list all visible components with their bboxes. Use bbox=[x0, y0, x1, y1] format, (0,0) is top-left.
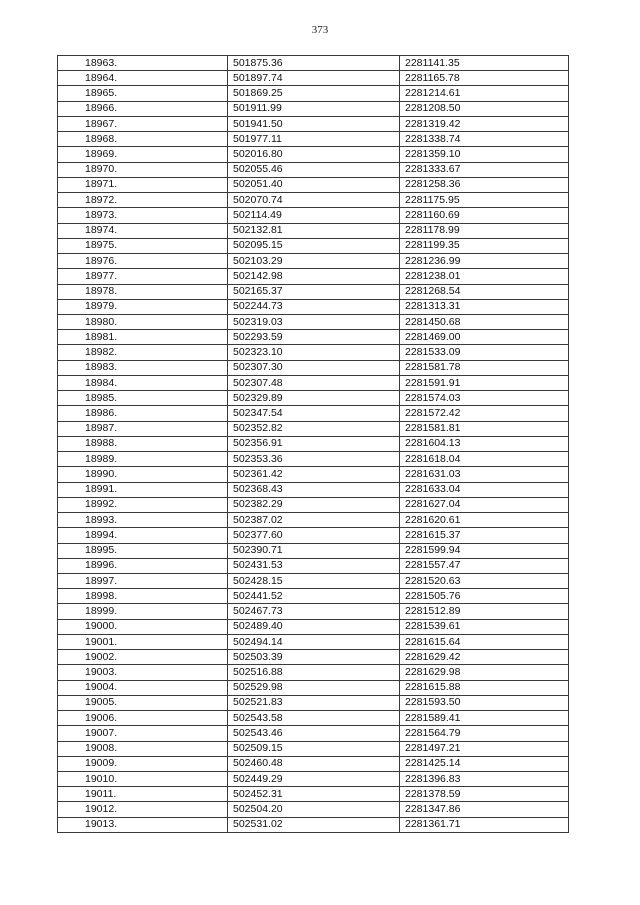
table-row bbox=[58, 132, 569, 147]
point-number-cell: 18991. bbox=[58, 482, 228, 497]
point-number-cell: 18990. bbox=[58, 467, 228, 482]
point-number-cell: 19011. bbox=[58, 787, 228, 802]
point-number-cell: 18969. bbox=[58, 147, 228, 162]
point-number-cell: 18973. bbox=[58, 208, 228, 223]
y-coordinate-cell: 2281604.13 bbox=[400, 436, 569, 451]
coordinates-table bbox=[57, 55, 569, 833]
y-coordinate-cell: 2281359.10 bbox=[400, 147, 569, 162]
x-coordinate-cell: 502114.49 bbox=[228, 208, 400, 223]
point-number-cell: 18996. bbox=[58, 558, 228, 573]
table-row bbox=[58, 711, 569, 726]
x-coordinate-cell: 502347.54 bbox=[228, 406, 400, 421]
table-row bbox=[58, 528, 569, 543]
table-row bbox=[58, 543, 569, 558]
y-coordinate-cell: 2281425.14 bbox=[400, 756, 569, 771]
x-coordinate-cell: 502319.03 bbox=[228, 314, 400, 329]
y-coordinate-cell: 2281199.35 bbox=[400, 238, 569, 253]
y-coordinate-cell: 2281581.81 bbox=[400, 421, 569, 436]
y-coordinate-cell: 2281572.42 bbox=[400, 406, 569, 421]
table-row bbox=[58, 482, 569, 497]
x-coordinate-cell: 502323.10 bbox=[228, 345, 400, 360]
y-coordinate-cell: 2281396.83 bbox=[400, 772, 569, 787]
y-coordinate-cell: 2281615.88 bbox=[400, 680, 569, 695]
y-coordinate-cell: 2281268.54 bbox=[400, 284, 569, 299]
table-row bbox=[58, 619, 569, 634]
table-row bbox=[58, 193, 569, 208]
coordinates-table-body bbox=[58, 56, 569, 833]
x-coordinate-cell: 502431.53 bbox=[228, 558, 400, 573]
point-number-cell: 18978. bbox=[58, 284, 228, 299]
x-coordinate-cell: 502051.40 bbox=[228, 177, 400, 192]
y-coordinate-cell: 2281633.04 bbox=[400, 482, 569, 497]
point-number-cell: 18992. bbox=[58, 497, 228, 512]
y-coordinate-cell: 2281593.50 bbox=[400, 695, 569, 710]
table-row bbox=[58, 665, 569, 680]
table-row bbox=[58, 573, 569, 588]
y-coordinate-cell: 2281450.68 bbox=[400, 314, 569, 329]
x-coordinate-cell: 502390.71 bbox=[228, 543, 400, 558]
table-row bbox=[58, 269, 569, 284]
y-coordinate-cell: 2281313.31 bbox=[400, 299, 569, 314]
x-coordinate-cell: 502516.88 bbox=[228, 665, 400, 680]
table-row bbox=[58, 238, 569, 253]
y-coordinate-cell: 2281238.01 bbox=[400, 269, 569, 284]
table-row bbox=[58, 604, 569, 619]
point-number-cell: 18979. bbox=[58, 299, 228, 314]
table-row bbox=[58, 314, 569, 329]
table-row bbox=[58, 558, 569, 573]
y-coordinate-cell: 2281615.37 bbox=[400, 528, 569, 543]
point-number-cell: 18982. bbox=[58, 345, 228, 360]
y-coordinate-cell: 2281141.35 bbox=[400, 56, 569, 71]
point-number-cell: 18986. bbox=[58, 406, 228, 421]
point-number-cell: 18975. bbox=[58, 238, 228, 253]
table-row bbox=[58, 101, 569, 116]
x-coordinate-cell: 501977.11 bbox=[228, 132, 400, 147]
table-row bbox=[58, 71, 569, 86]
point-number-cell: 18970. bbox=[58, 162, 228, 177]
x-coordinate-cell: 502103.29 bbox=[228, 254, 400, 269]
table-row bbox=[58, 299, 569, 314]
x-coordinate-cell: 502329.89 bbox=[228, 391, 400, 406]
y-coordinate-cell: 2281236.99 bbox=[400, 254, 569, 269]
point-number-cell: 18983. bbox=[58, 360, 228, 375]
y-coordinate-cell: 2281347.86 bbox=[400, 802, 569, 817]
table-row bbox=[58, 177, 569, 192]
point-number-cell: 19009. bbox=[58, 756, 228, 771]
x-coordinate-cell: 502467.73 bbox=[228, 604, 400, 619]
x-coordinate-cell: 502361.42 bbox=[228, 467, 400, 482]
y-coordinate-cell: 2281631.03 bbox=[400, 467, 569, 482]
table-row bbox=[58, 436, 569, 451]
x-coordinate-cell: 501897.74 bbox=[228, 71, 400, 86]
table-row bbox=[58, 391, 569, 406]
y-coordinate-cell: 2281520.63 bbox=[400, 573, 569, 588]
table-row bbox=[58, 680, 569, 695]
y-coordinate-cell: 2281214.61 bbox=[400, 86, 569, 101]
point-number-cell: 18987. bbox=[58, 421, 228, 436]
y-coordinate-cell: 2281599.94 bbox=[400, 543, 569, 558]
point-number-cell: 18981. bbox=[58, 330, 228, 345]
point-number-cell: 19003. bbox=[58, 665, 228, 680]
y-coordinate-cell: 2281175.95 bbox=[400, 193, 569, 208]
table-row bbox=[58, 406, 569, 421]
y-coordinate-cell: 2281178.99 bbox=[400, 223, 569, 238]
x-coordinate-cell: 502307.48 bbox=[228, 375, 400, 390]
y-coordinate-cell: 2281512.89 bbox=[400, 604, 569, 619]
table-row bbox=[58, 589, 569, 604]
y-coordinate-cell: 2281615.64 bbox=[400, 634, 569, 649]
table-row bbox=[58, 452, 569, 467]
table-row bbox=[58, 223, 569, 238]
point-number-cell: 18999. bbox=[58, 604, 228, 619]
table-row bbox=[58, 467, 569, 482]
x-coordinate-cell: 501869.25 bbox=[228, 86, 400, 101]
table-row bbox=[58, 284, 569, 299]
y-coordinate-cell: 2281208.50 bbox=[400, 101, 569, 116]
x-coordinate-cell: 502016.80 bbox=[228, 147, 400, 162]
table-row bbox=[58, 772, 569, 787]
point-number-cell: 18968. bbox=[58, 132, 228, 147]
point-number-cell: 18976. bbox=[58, 254, 228, 269]
y-coordinate-cell: 2281505.76 bbox=[400, 589, 569, 604]
x-coordinate-cell: 502165.37 bbox=[228, 284, 400, 299]
x-coordinate-cell: 502449.29 bbox=[228, 772, 400, 787]
x-coordinate-cell: 502509.15 bbox=[228, 741, 400, 756]
x-coordinate-cell: 502531.02 bbox=[228, 817, 400, 832]
x-coordinate-cell: 502494.14 bbox=[228, 634, 400, 649]
point-number-cell: 19007. bbox=[58, 726, 228, 741]
y-coordinate-cell: 2281469.00 bbox=[400, 330, 569, 345]
y-coordinate-cell: 2281629.42 bbox=[400, 650, 569, 665]
y-coordinate-cell: 2281581.78 bbox=[400, 360, 569, 375]
table-row bbox=[58, 756, 569, 771]
table-row bbox=[58, 330, 569, 345]
x-coordinate-cell: 502142.98 bbox=[228, 269, 400, 284]
x-coordinate-cell: 502307.30 bbox=[228, 360, 400, 375]
table-row bbox=[58, 497, 569, 512]
x-coordinate-cell: 502460.48 bbox=[228, 756, 400, 771]
point-number-cell: 19002. bbox=[58, 650, 228, 665]
x-coordinate-cell: 502353.36 bbox=[228, 452, 400, 467]
y-coordinate-cell: 2281533.09 bbox=[400, 345, 569, 360]
x-coordinate-cell: 502504.20 bbox=[228, 802, 400, 817]
point-number-cell: 18985. bbox=[58, 391, 228, 406]
x-coordinate-cell: 502070.74 bbox=[228, 193, 400, 208]
table-row bbox=[58, 741, 569, 756]
x-coordinate-cell: 502441.52 bbox=[228, 589, 400, 604]
point-number-cell: 18974. bbox=[58, 223, 228, 238]
table-row bbox=[58, 695, 569, 710]
y-coordinate-cell: 2281618.04 bbox=[400, 452, 569, 467]
table-row bbox=[58, 817, 569, 832]
table-row bbox=[58, 208, 569, 223]
x-coordinate-cell: 502529.98 bbox=[228, 680, 400, 695]
point-number-cell: 18980. bbox=[58, 314, 228, 329]
point-number-cell: 18963. bbox=[58, 56, 228, 71]
point-number-cell: 18967. bbox=[58, 116, 228, 131]
y-coordinate-cell: 2281629.98 bbox=[400, 665, 569, 680]
point-number-cell: 19013. bbox=[58, 817, 228, 832]
x-coordinate-cell: 502055.46 bbox=[228, 162, 400, 177]
x-coordinate-cell: 501875.36 bbox=[228, 56, 400, 71]
table-row bbox=[58, 147, 569, 162]
y-coordinate-cell: 2281165.78 bbox=[400, 71, 569, 86]
point-number-cell: 18984. bbox=[58, 375, 228, 390]
point-number-cell: 19000. bbox=[58, 619, 228, 634]
table-row bbox=[58, 375, 569, 390]
y-coordinate-cell: 2281361.71 bbox=[400, 817, 569, 832]
x-coordinate-cell: 502356.91 bbox=[228, 436, 400, 451]
point-number-cell: 18994. bbox=[58, 528, 228, 543]
x-coordinate-cell: 502377.60 bbox=[228, 528, 400, 543]
x-coordinate-cell: 502352.82 bbox=[228, 421, 400, 436]
x-coordinate-cell: 502387.02 bbox=[228, 513, 400, 528]
y-coordinate-cell: 2281539.61 bbox=[400, 619, 569, 634]
y-coordinate-cell: 2281557.47 bbox=[400, 558, 569, 573]
x-coordinate-cell: 502543.58 bbox=[228, 711, 400, 726]
point-number-cell: 19010. bbox=[58, 772, 228, 787]
y-coordinate-cell: 2281564.79 bbox=[400, 726, 569, 741]
y-coordinate-cell: 2281333.67 bbox=[400, 162, 569, 177]
point-number-cell: 18965. bbox=[58, 86, 228, 101]
table-row bbox=[58, 345, 569, 360]
x-coordinate-cell: 502293.59 bbox=[228, 330, 400, 345]
x-coordinate-cell: 502095.15 bbox=[228, 238, 400, 253]
y-coordinate-cell: 2281338.74 bbox=[400, 132, 569, 147]
x-coordinate-cell: 501911.99 bbox=[228, 101, 400, 116]
table-row bbox=[58, 802, 569, 817]
table-row bbox=[58, 650, 569, 665]
table-row bbox=[58, 726, 569, 741]
point-number-cell: 19006. bbox=[58, 711, 228, 726]
point-number-cell: 18995. bbox=[58, 543, 228, 558]
y-coordinate-cell: 2281574.03 bbox=[400, 391, 569, 406]
x-coordinate-cell: 502543.46 bbox=[228, 726, 400, 741]
table-row bbox=[58, 634, 569, 649]
table-row bbox=[58, 56, 569, 71]
y-coordinate-cell: 2281319.42 bbox=[400, 116, 569, 131]
table-row bbox=[58, 162, 569, 177]
point-number-cell: 18997. bbox=[58, 573, 228, 588]
x-coordinate-cell: 502428.15 bbox=[228, 573, 400, 588]
y-coordinate-cell: 2281160.69 bbox=[400, 208, 569, 223]
x-coordinate-cell: 502368.43 bbox=[228, 482, 400, 497]
table-row bbox=[58, 513, 569, 528]
table-row bbox=[58, 360, 569, 375]
table-row bbox=[58, 787, 569, 802]
point-number-cell: 19005. bbox=[58, 695, 228, 710]
point-number-cell: 18964. bbox=[58, 71, 228, 86]
y-coordinate-cell: 2281258.36 bbox=[400, 177, 569, 192]
table-row bbox=[58, 86, 569, 101]
point-number-cell: 18988. bbox=[58, 436, 228, 451]
y-coordinate-cell: 2281497.21 bbox=[400, 741, 569, 756]
point-number-cell: 19012. bbox=[58, 802, 228, 817]
y-coordinate-cell: 2281627.04 bbox=[400, 497, 569, 512]
point-number-cell: 18966. bbox=[58, 101, 228, 116]
point-number-cell: 18993. bbox=[58, 513, 228, 528]
point-number-cell: 18972. bbox=[58, 193, 228, 208]
page-number: 373 bbox=[311, 24, 329, 36]
table-row bbox=[58, 116, 569, 131]
point-number-cell: 18971. bbox=[58, 177, 228, 192]
point-number-cell: 19008. bbox=[58, 741, 228, 756]
table-row bbox=[58, 421, 569, 436]
x-coordinate-cell: 502521.83 bbox=[228, 695, 400, 710]
y-coordinate-cell: 2281589.41 bbox=[400, 711, 569, 726]
x-coordinate-cell: 502489.40 bbox=[228, 619, 400, 634]
x-coordinate-cell: 502382.29 bbox=[228, 497, 400, 512]
x-coordinate-cell: 502132.81 bbox=[228, 223, 400, 238]
point-number-cell: 18977. bbox=[58, 269, 228, 284]
y-coordinate-cell: 2281620.61 bbox=[400, 513, 569, 528]
table-row bbox=[58, 254, 569, 269]
x-coordinate-cell: 502452.31 bbox=[228, 787, 400, 802]
point-number-cell: 19004. bbox=[58, 680, 228, 695]
x-coordinate-cell: 502503.39 bbox=[228, 650, 400, 665]
y-coordinate-cell: 2281378.59 bbox=[400, 787, 569, 802]
x-coordinate-cell: 502244.73 bbox=[228, 299, 400, 314]
x-coordinate-cell: 501941.50 bbox=[228, 116, 400, 131]
point-number-cell: 18989. bbox=[58, 452, 228, 467]
y-coordinate-cell: 2281591.91 bbox=[400, 375, 569, 390]
point-number-cell: 18998. bbox=[58, 589, 228, 604]
point-number-cell: 19001. bbox=[58, 634, 228, 649]
